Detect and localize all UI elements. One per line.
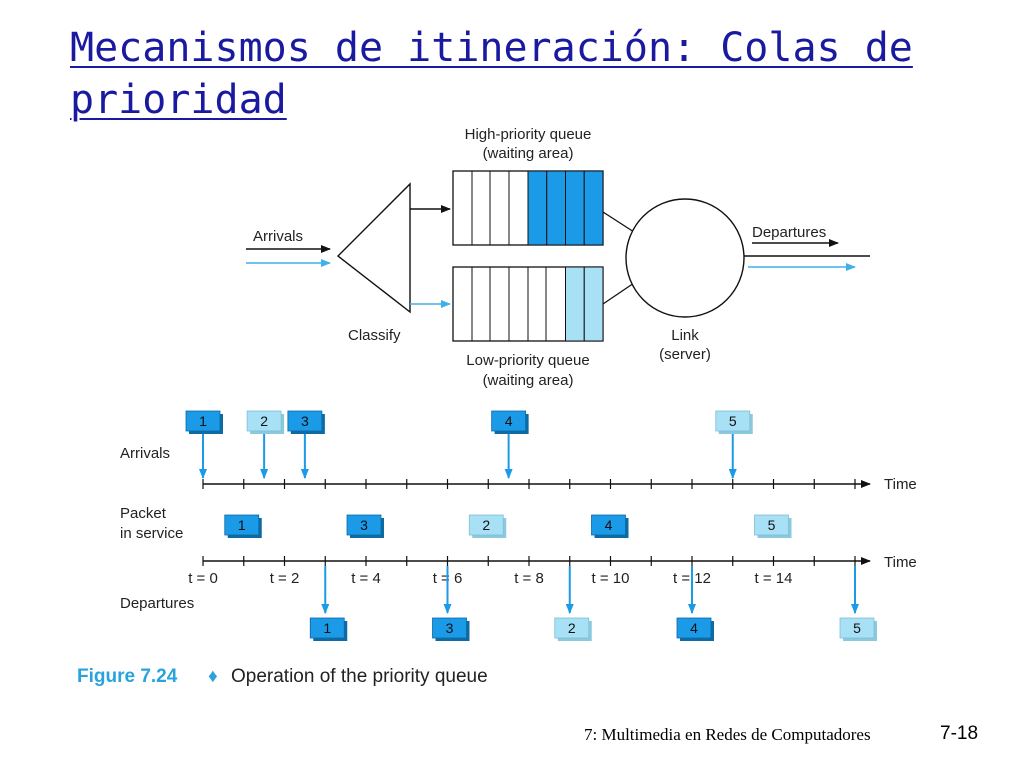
slide-footer: 7: Multimedia en Redes de Computadores <box>584 725 871 744</box>
link-server-circle <box>626 199 744 317</box>
caption-text: Operation of the priority queue <box>231 666 488 687</box>
departures-label: Departures <box>752 224 827 241</box>
departures-axis-label: Time <box>884 554 917 571</box>
slide-page-number: 7-18 <box>940 723 979 744</box>
low-queue-label-line2: (waiting area) <box>482 372 574 389</box>
packet-number: 5 <box>728 413 737 429</box>
tick-label: t = 4 <box>351 570 381 587</box>
link-label-line1: Link <box>671 327 699 344</box>
arrival-packet <box>186 411 223 434</box>
packet-number: 3 <box>300 413 309 429</box>
tick-label: t = 12 <box>673 570 711 587</box>
row-label-departures: Departures <box>120 595 195 612</box>
service-packet <box>592 515 629 538</box>
high-queue-label-line1: High-priority queue <box>464 126 592 143</box>
departure-packet <box>433 618 470 641</box>
figure-caption <box>77 666 488 687</box>
tick-label: t = 6 <box>432 570 463 587</box>
high-queue-label-line2: (waiting area) <box>482 145 574 162</box>
queue-diagram <box>246 126 870 389</box>
arrivals-label: Arrivals <box>253 228 304 245</box>
packet-number: 1 <box>199 413 207 429</box>
packet-number: 1 <box>323 620 332 636</box>
tick-label: t = 8 <box>514 570 544 587</box>
row-label-service-line2: in service <box>120 525 184 542</box>
classify-label: Classify <box>348 327 401 344</box>
arrival-packet <box>247 411 284 434</box>
arrival-packets <box>186 411 753 478</box>
tick-label: t = 2 <box>269 570 300 587</box>
departure-packet <box>555 618 592 641</box>
service-packet <box>469 515 506 538</box>
packet-number: 2 <box>482 517 491 533</box>
timeline <box>120 411 917 641</box>
classifier-shape <box>338 184 410 312</box>
packet-number: 5 <box>853 620 861 636</box>
packet-number: 4 <box>604 517 613 533</box>
slide-title: Mecanismos de itineración: Colas de prioridad <box>70 25 913 123</box>
tick-label: t = 10 <box>591 570 630 587</box>
service-packets <box>225 515 792 538</box>
departure-packet <box>840 618 877 641</box>
tick-label: t = 0 <box>188 570 218 587</box>
departure-packet <box>310 618 347 641</box>
axis-tick-labels <box>188 570 792 587</box>
tick-label: t = 14 <box>754 570 793 587</box>
low-priority-queue <box>453 267 603 341</box>
link-label-line2: (server) <box>659 346 711 363</box>
low-queue-label-line1: Low-priority queue <box>466 352 590 369</box>
packet-number: 1 <box>237 517 246 533</box>
packet-number: 2 <box>567 620 576 636</box>
arrival-packet <box>716 411 753 434</box>
packet-number: 4 <box>504 413 513 429</box>
arrival-packet <box>288 411 325 434</box>
caption-diamond-icon: ♦ <box>208 666 218 687</box>
figure-number: Figure 7.24 <box>77 666 178 687</box>
service-packet <box>225 515 262 538</box>
arrivals-axis-label: Time <box>884 476 917 493</box>
arrival-packet <box>492 411 529 434</box>
service-packet <box>347 515 384 538</box>
row-label-service-line1: Packet <box>120 505 166 522</box>
packet-number: 4 <box>690 620 698 636</box>
packet-number: 3 <box>360 517 368 533</box>
packet-number: 5 <box>767 517 776 533</box>
departure-packet <box>677 618 714 641</box>
packet-number: 2 <box>260 413 269 429</box>
row-label-arrivals: Arrivals <box>120 445 171 462</box>
service-packet <box>755 515 792 538</box>
high-priority-queue <box>453 171 603 245</box>
packet-number: 3 <box>445 620 454 636</box>
